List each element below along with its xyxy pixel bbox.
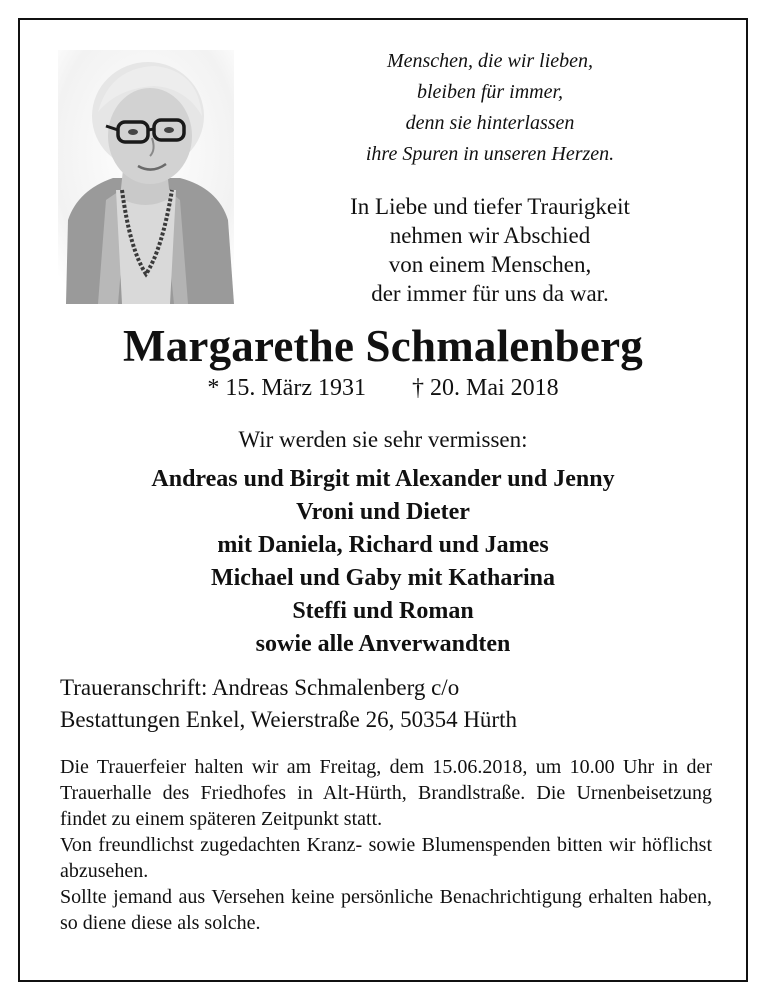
details-paragraph: Sollte jemand aus Versehen keine persönliche Benachrichtigung erhalten haben, so diene diese als solche. — [60, 886, 712, 934]
mourners-list — [0, 463, 766, 661]
mourner-line: sowie alle Anverwandten — [255, 631, 511, 657]
poem-line: ihre Spuren in unseren Herzen. — [365, 143, 615, 165]
mourner-line: Steffi und Roman — [292, 598, 474, 624]
farewell-line: In Liebe und tiefer Traurigkeit — [350, 194, 630, 219]
mourning-address — [60, 672, 720, 736]
farewell-line: der immer für uns da war. — [371, 281, 609, 306]
mourners-intro: Wir werden sie sehr vermissen: — [238, 427, 528, 452]
farewell-line: nehmen wir Abschied — [389, 223, 591, 248]
farewell-line: von einem Menschen, — [388, 252, 592, 277]
poem-line: denn sie hinterlassen — [405, 112, 575, 134]
ceremony-details — [60, 754, 712, 936]
poem-line: Menschen, die wir lieben, — [386, 50, 594, 72]
birth-date: * 15. März 1931 — [207, 375, 366, 401]
farewell-text — [290, 192, 690, 308]
deceased-name: Margarethe Schmalenberg — [123, 321, 643, 371]
details-paragraph: Die Trauerfeier halten wir am Freitag, dem 15.06.2018, um 10.00 Uhr in der Trauerhalle des Friedhofes in Alt-Hürth, Brandlstraße. Die Urnenbeisetzung findet zu einem späteren Zeitpunkt statt. — [60, 756, 712, 830]
mourner-line: Michael und Gaby mit Katharina — [210, 565, 556, 591]
address-line: Traueranschrift: Andreas Schmalenberg c/o — [60, 675, 460, 700]
portrait-photo — [58, 50, 234, 304]
details-paragraph: Von freundlichst zugedachten Kranz- sowie Blumenspenden bitten wir höflichst abzusehen. — [60, 834, 712, 882]
death-date: † 20. Mai 2018 — [411, 375, 559, 401]
mourner-line: Andreas und Birgit mit Alexander und Jenny — [151, 466, 615, 492]
address-line: Bestattungen Enkel, Weierstraße 26, 50354 Hürth — [60, 707, 517, 732]
mourner-line: Vroni und Dieter — [296, 499, 470, 525]
memorial-poem — [300, 46, 680, 170]
life-dates — [0, 372, 766, 404]
poem-line: bleiben für immer, — [416, 81, 564, 103]
mourner-line: mit Daniela, Richard und James — [217, 532, 549, 558]
